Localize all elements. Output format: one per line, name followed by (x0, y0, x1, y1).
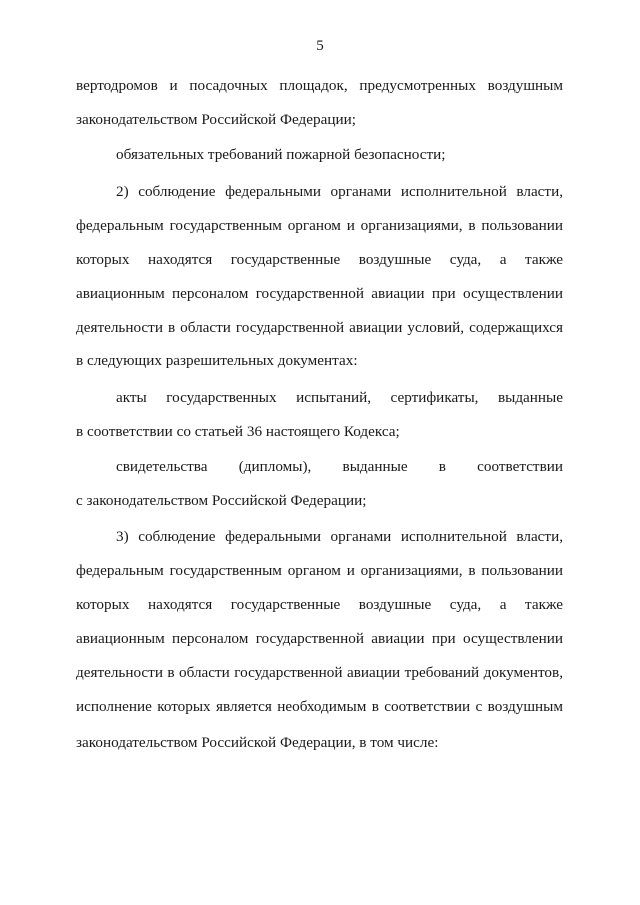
text-line: законодательством Российской Федерации, в том числе: (76, 734, 439, 751)
text-line: федеральным государственным органом и организациями, в пользовании (76, 562, 563, 579)
text-line: свидетельства (дипломы), выданные в соответствии (116, 458, 563, 475)
page-number: 5 (316, 38, 324, 54)
text-line: исполнение которых является необходимым в соответствии с воздушным (76, 698, 563, 715)
text-line: деятельности в области государственной авиации условий, содержащихся (76, 319, 563, 336)
text-line: с законодательством Российской Федерации; (76, 492, 367, 509)
text-line: которых находятся государственные воздушные суда, а также (76, 596, 563, 613)
text-line: авиационным персоналом государственной авиации при осуществлении (76, 630, 563, 647)
text-line: акты государственных испытаний, сертификаты, выданные (116, 389, 563, 406)
text-line: 2) соблюдение федеральными органами исполнительной власти, (116, 183, 563, 200)
text-line: федеральным государственным органом и организациями, в пользовании (76, 217, 563, 234)
text-line: 3) соблюдение федеральными органами исполнительной власти, (116, 528, 563, 545)
text-line: которых находятся государственные воздушные суда, а также (76, 251, 563, 268)
text-line: законодательством Российской Федерации; (76, 111, 356, 128)
text-line: авиационным персоналом государственной авиации при осуществлении (76, 285, 563, 302)
text-line: обязательных требований пожарной безопасности; (116, 146, 446, 163)
text-line: в следующих разрешительных документах: (76, 352, 358, 369)
text-line: в соответствии со статьей 36 настоящего Кодекса; (76, 423, 400, 440)
text-line: вертодромов и посадочных площадок, предусмотренных воздушным (76, 77, 563, 94)
text-line: деятельности в области государственной авиации требований документов, (76, 664, 563, 681)
